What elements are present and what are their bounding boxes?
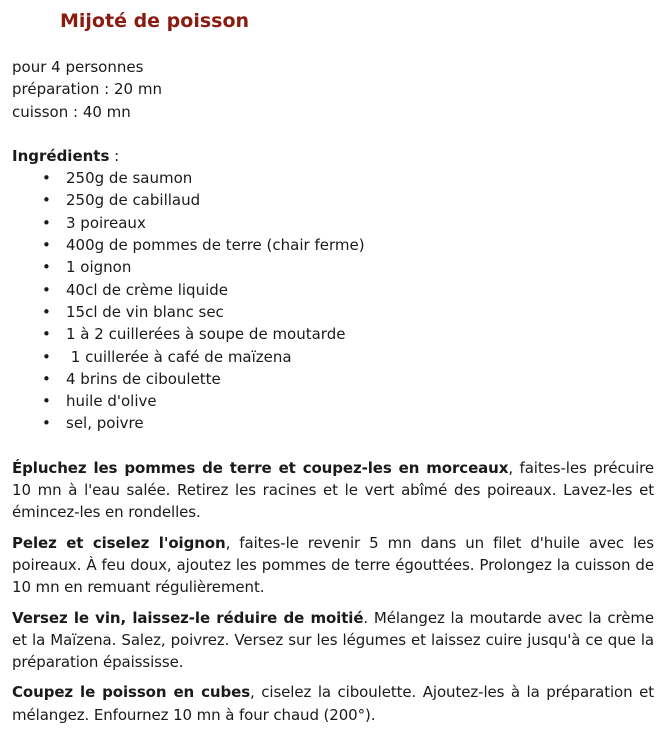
recipe-title: Mijoté de poisson: [60, 10, 250, 32]
ingredient-item: [12, 279, 654, 301]
step-text: , ciselez la ciboulette. Ajoutez-les à la préparation et mélangez. Enfournez 10 mn à four chaud (200°).: [12, 683, 654, 724]
bullet-icon: •: [42, 414, 51, 433]
bullet-icon: •: [42, 302, 51, 321]
ingredient-item: [12, 323, 654, 345]
step-lead: Versez le vin, laissez-le réduire de moitié: [12, 608, 364, 627]
ingredient-text: 40cl de crème liquide: [66, 280, 228, 299]
ingredient-item: [12, 301, 654, 323]
bullet-icon: •: [42, 280, 51, 299]
bullet-icon: •: [42, 369, 51, 388]
instruction-step: [12, 681, 654, 726]
bullet-icon: •: [42, 392, 51, 411]
servings-text: pour 4 personnes: [12, 58, 144, 76]
bullet-icon: •: [42, 191, 51, 210]
recipe-meta: [12, 56, 654, 123]
ingredient-item: [12, 212, 654, 234]
instructions: [12, 457, 654, 726]
step-text: , faites-les précuire 10 mn à l'eau salée. Retirez les racines et le vert abîmé des poireaux. Lavez-les et émincez-les en rondelles.: [12, 458, 654, 522]
instruction-step: [12, 607, 654, 674]
step-lead: Épluchez les pommes de terre et coupez-les en morceaux: [12, 458, 509, 477]
ingredient-list: [12, 167, 654, 435]
ingredient-text: 1 cuillerée à café de maïzena: [66, 347, 292, 366]
ingredient-text: 1 oignon: [66, 258, 132, 277]
bullet-icon: •: [42, 325, 51, 344]
step-text: , faites-le revenir 5 mn dans un filet d'huile avec les poireaux. À feu doux, ajoutez les pommes de terre égouttées. Prolongez la cuisson de 10 mn en remuant régulièrement.: [12, 533, 655, 597]
ingredient-item: [12, 167, 654, 189]
ingredients-heading: [12, 145, 654, 167]
step-lead: Coupez le poisson en cubes: [12, 683, 251, 702]
ingredient-item: [12, 368, 654, 390]
ingredient-text: 3 poireaux: [66, 213, 146, 232]
ingredient-item: [12, 234, 654, 256]
ingredient-text: 15cl de vin blanc sec: [66, 302, 224, 321]
ingredient-text: 1 à 2 cuillerées à soupe de moutarde: [66, 325, 346, 344]
step-lead: Pelez et ciselez l'oignon: [12, 533, 226, 552]
bullet-icon: •: [42, 258, 51, 277]
bullet-icon: •: [42, 347, 51, 366]
ingredient-text: 400g de pommes de terre (chair ferme): [66, 236, 365, 255]
prep-time-text: préparation : 20 mn: [12, 80, 162, 99]
ingredient-text: 250g de cabillaud: [66, 191, 201, 210]
ingredients-colon: :: [109, 146, 120, 165]
ingredient-item: [12, 189, 654, 211]
ingredient-text: 4 brins de ciboulette: [66, 369, 221, 388]
instruction-step: [12, 532, 654, 599]
ingredients-label: Ingrédients: [12, 146, 110, 165]
instruction-step: [12, 457, 654, 524]
step-text: . Mélangez la moutarde avec la crème et la Maïzena. Salez, poivrez. Versez sur les légumes et laissez cuire jusqu'à ce que la préparation épaississe.: [12, 608, 654, 672]
bullet-icon: •: [42, 169, 51, 188]
ingredient-item: [12, 412, 654, 434]
bullet-icon: •: [42, 213, 51, 232]
ingredient-item: [12, 256, 654, 278]
ingredient-text: huile d'olive: [66, 392, 157, 411]
ingredient-item: [12, 346, 654, 368]
ingredient-item: [12, 390, 654, 412]
ingredient-text: 250g de saumon: [66, 169, 193, 188]
cook-time-text: cuisson : 40 mn: [12, 102, 131, 121]
bullet-icon: •: [42, 236, 51, 255]
ingredient-text: sel, poivre: [66, 414, 144, 433]
